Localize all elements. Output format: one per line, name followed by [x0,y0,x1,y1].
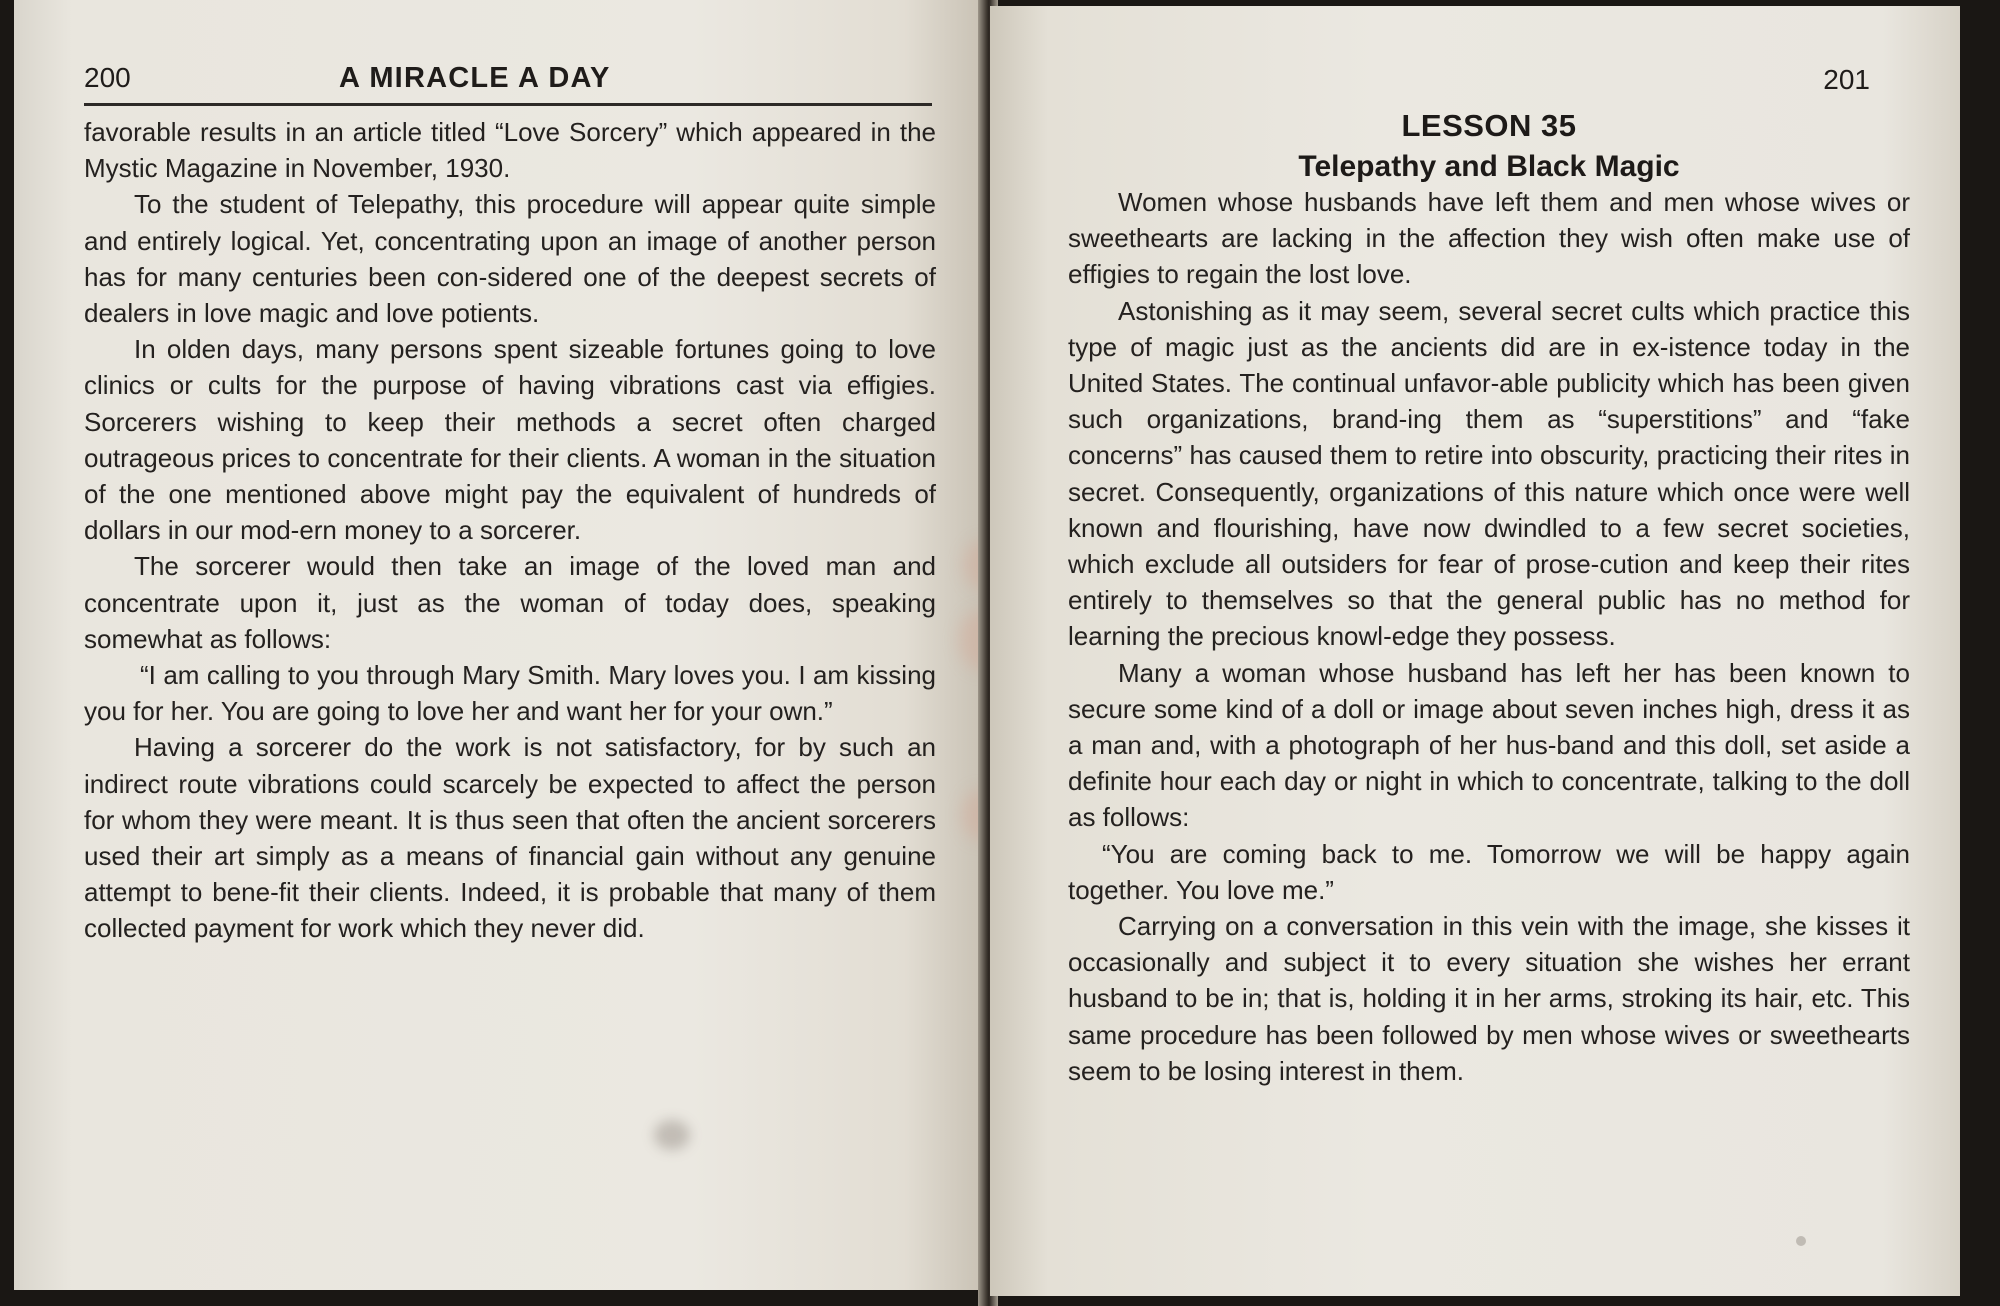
paragraph: The sorcerer would then take an image of the loved man and concentrate upon it, just as the woman of today does, speaking somewhat as follows: [84,551,936,654]
running-title: A MIRACLE A DAY [339,62,611,94]
paragraph: Having a sorcerer do the work is not satisfactory, for by such an indirect route vibrations could scarcely be expected to affect the person for whom they were meant. It is thus seen that often the ancient sorcerers used their art simply as a means of financial gain without any genuine attempt to bene-fit their clients. Indeed, it is probable that many of them collected payment for work which they never did. [84,732,936,944]
right-page-number: 201 [1823,64,1870,95]
paragraph: favorable results in an article titled “Love Sorcery” which appeared in the Mystic Magazine in November, 1930. [84,117,936,184]
quoted-paragraph: “You are coming back to me. Tomorrow we will be happy again together. You love me.” [1068,838,1910,905]
paragraph: In olden days, many persons spent sizeable fortunes going to love clinics or cults for the purpose of having vibrations cast via effigies. Sorcerers wishing to keep their methods a secret often charged outrageous prices to concentrate for their clients. A woman in the situation of the one mentioned above might pay the equivalent of hundreds of dollars in our mod-ern money to a sorcerer. [84,334,936,546]
paragraph: Carrying on a conversation in this vein with the image, she kisses it occasionally and subject it to every situation she wishes her errant husband to be in; that is, holding it in her arms, stroking its hair, etc. This same procedure has been followed by men whose wives or sweethearts seem to be losing interest in them. [1068,911,1910,1086]
lesson-heading [1068,108,1910,184]
left-page-number: 200 [84,62,131,93]
paper-speck [654,1120,690,1150]
right-page [990,6,1960,1296]
right-page-header [1068,64,1910,106]
lesson-title: Telepathy and Black Magic [1298,150,1680,183]
left-page [14,0,982,1290]
lesson-number: LESSON 35 [1401,108,1577,143]
paragraph: Many a woman whose husband has left her has been known to secure some kind of a doll or image about seven inches high, dress it as a man and, with a photograph of her hus-band and this doll, set aside a definite hour each day or night in which to concentrate, talking to the doll as follows: [1068,657,1910,833]
paper-speck [1796,1236,1806,1246]
paragraph: Astonishing as it may seem, several secret cults which practice this type of magic just as the ancients did are in ex-istence today in the United States. The continual unfavor-able publicity which has been given such organizations, brand-ing them as “superstitions” and “fake concerns” has caused them to retire into obscurity, practicing their rites in secret. Consequently, organizations of this nature which once were well known and flourishing, have now dwindled to a few secret societies, which exclude all outsiders for fear of prose-cution and keep their rites entirely to themselves so that the general public has no method for learning the precious knowl-edge they possess. [1068,295,1910,652]
left-page-body [84,114,936,947]
paragraph: Women whose husbands have left them and men whose wives or sweethearts are lacking in the affection they wish often make use of effigies to regain the lost love. [1068,187,1910,290]
right-page-body [1068,184,1910,1089]
quoted-paragraph: “I am calling to you through Mary Smith. Mary loves you. I am kissing you for her. You are going to love her and want her for your own.” [84,660,936,727]
left-page-header [84,62,932,106]
paragraph: To the student of Telepathy, this procedure will appear quite simple and entirely logical. Yet, concentrating upon an image of another person has for many centuries been con-sidered one of the deepest secrets of dealers in love magic and love potients. [84,189,936,329]
